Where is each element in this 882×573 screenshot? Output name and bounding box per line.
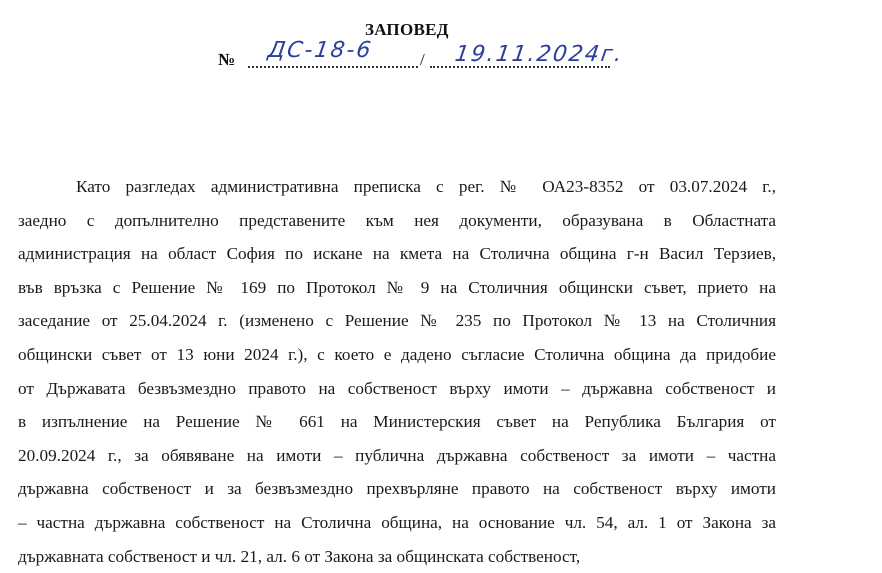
order-number-line	[218, 36, 626, 72]
paragraph-line: във връзка с Решение № 169 по Протокол № 9 на Столичния общински съвет, прието на	[18, 277, 776, 297]
handwritten-order-date: 19.11.2024г.	[453, 42, 626, 67]
paragraph-line: заедно с допълнително представените към нея документи, образувана в Областната	[18, 210, 776, 230]
paragraph-line: държавна собственост и за безвъзмездно прехвърляне правото на собственост върху имоти	[18, 479, 776, 499]
paragraph-line: от Държавата безвъзмездно правото на собственост върху имоти – държавна собственост и	[18, 378, 776, 398]
paragraph-line: в изпълнение на Решение № 661 на Министерския съвет на Република България от	[18, 412, 776, 432]
paragraph-line: 20.09.2024 г., за обявяване на имоти – публична държавна собственост за имоти – частна	[18, 445, 776, 465]
paragraph-line: заседание от 25.04.2024 г. (изменено с Решение № 235 по Протокол № 13 на Столичния	[18, 311, 776, 331]
paragraph-line: държавната собственост и чл. 21, ал. 6 от Закона за общинската собственост,	[18, 546, 581, 566]
paragraph-line: Като разгледах административна преписка с рег. № ОА23-8352 от 03.07.2024 г.,	[76, 177, 776, 196]
number-dotted-line	[248, 64, 418, 68]
document-title: ЗАПОВЕД	[365, 20, 449, 39]
number-date-separator: /	[420, 50, 425, 69]
order-body-paragraph	[18, 170, 776, 573]
handwritten-order-number: ДС-18-6	[266, 38, 375, 63]
paragraph-line: – частна държавна собственост на Столична община, на основание чл. 54, ал. 1 от Закона за	[18, 512, 776, 532]
paragraph-line: общински съвет от 13 юни 2024 г.), с което е дадено съгласие Столична община да придобие	[18, 344, 776, 364]
paragraph-line: администрация на област София по искане на кмета на Столична община г-н Васил Терзиев,	[18, 244, 776, 264]
number-sign-label: №	[218, 50, 236, 69]
